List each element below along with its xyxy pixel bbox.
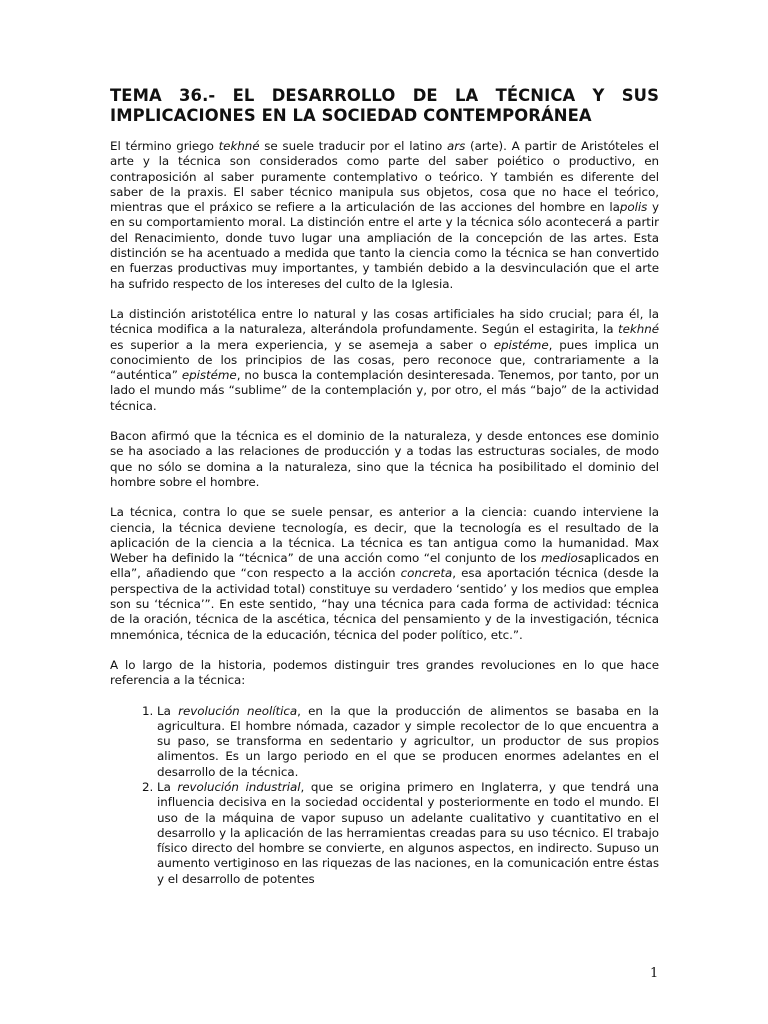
italic-term: medios	[541, 551, 584, 566]
text-run: , que se origina primero en Inglaterra, y que tendrá una influencia decisiva en la sociedad occidental y posteriormente en todo el mundo. El uso de la máquina de vapor supuso un adelante cualitativo y cuantitativo en el desarrollo y la aplicación de las herramientas creadas para su uso técnico. El trabajo físico directo del hombre se convierte, en algunos aspectos, en indirecto. Supuso un aumento vertiginoso en las riquezas de las naciones, en la comunicación entre éstas y el desarrollo de potentes	[157, 779, 660, 886]
page-number: 1	[650, 966, 659, 981]
text-run: , no busca la contemplación desinteresada. Tenemos, por tanto, por un lado el mundo más “sublime” de la contemplación y, por otro, el más “bajo” de la actividad técnica.	[110, 368, 659, 413]
text-run: La distinción aristotélica entre lo natural y las cosas artificiales ha sido crucial; para él, la técnica modifica a la naturaleza, alterándola profundamente. Según el estagirita, la	[110, 306, 659, 337]
italic-term: concreta	[400, 566, 453, 581]
paragraph	[110, 658, 659, 689]
italic-term: tekhné	[218, 139, 260, 153]
italic-term: polis	[619, 200, 648, 215]
italic-term: ars	[447, 139, 466, 153]
italic-term: revolución industrial	[177, 779, 301, 794]
paragraph	[110, 139, 659, 292]
text-run: es superior a la mera experiencia, y se asemeja a saber o	[110, 337, 494, 352]
paragraph	[110, 429, 659, 490]
document-page	[110, 86, 659, 887]
text-run: , esa aportación técnica (desde la perspectiva de la actividad total) constituye su verdadero ‘sentido’ y los medios que emplea son su ‘técnica’”. En este sentido, “hay una técnica para cada forma de actividad: técnica de la oración, técnica de la ascética, técnica del pensamiento y de la investigación, técnica mnemónica, técnica de la educación, técnica del poder político, etc.”.	[110, 566, 659, 642]
italic-term: epistéme	[181, 368, 237, 383]
italic-term: tekhné	[618, 322, 659, 337]
italic-term: epistéme	[493, 337, 549, 352]
revolutions-list	[110, 704, 659, 888]
text-run: Bacon afirmó que la técnica es el dominio de la naturaleza, y desde entonces ese dominio se ha asociado a las relaciones de producción y a todas las estructuras sociales, de modo que no sólo se domina a la naturaleza, sino que la técnica ha posibilitado el dominio del hombre sobre el hombre.	[110, 429, 659, 489]
page-title: TEMA 36.- EL DESARROLLO DE LA TÉCNICA Y SUS IMPLICACIONES EN LA SOCIEDAD CONTEMPORÁNEA	[110, 86, 659, 125]
text-run: , en la que la producción de alimentos se basaba en la agricultura. El hombre nómada, cazador y simple recolector de lo que encuentra a su paso, se transforma en sedentario y agricultor, un productor de sus propios alimentos. Es un largo periodo en el que se producen enormes adelantes en el desarrollo de la técnica.	[157, 703, 659, 779]
text-run: (arte). A partir de Aristóteles el arte y la técnica son considerados como parte del saber poiético o productivo, en contraposición al saber puramente contemplativo o teórico. Y también es diferente del saber de la praxis. El saber técnico manipula sus objetos, cosa que no hace el teórico, mientras que el práxico se refiere a la articulación de las acciones del hombre en la	[110, 139, 659, 215]
document-body	[110, 139, 659, 689]
text-run: El término griego	[110, 139, 219, 153]
text-run: A lo largo de la historia, podemos distinguir tres grandes revoluciones en lo que hace referencia a la técnica:	[110, 657, 659, 688]
list-item	[157, 780, 659, 887]
paragraph	[110, 307, 659, 414]
paragraph	[110, 505, 659, 643]
text-run: , pues implica un conocimiento de los principios de las cosas, pero reconoce que, contrariamente a la “auténtica”	[110, 337, 659, 383]
text-run: se suele traducir por el latino	[259, 139, 448, 153]
text-run: La técnica, contra lo que se suele pensar, es anterior a la ciencia: cuando interviene la ciencia, la técnica deviene tecnología, es decir, que la tecnología es el resultado de la aplicación de la ciencia a la técnica. La técnica es tan antigua como la humanidad. Max Weber ha definido la “técnica” de una acción como “el conjunto de los	[110, 505, 659, 566]
list-item	[157, 704, 659, 780]
text-run: y en su comportamiento moral. La distinción entre el arte y la técnica sólo acontecerá a partir del Renacimiento, donde tuvo lugar una ampliación de la concepción de las artes. Esta distinción se ha acentuado a medida que tanto la ciencia como la técnica se han convertido en fuerzas productivas muy importantes, y también debido a la desvinculación que el arte ha sufrido respecto de los intereses del culto de la Iglesia.	[110, 200, 660, 291]
italic-term: revolución neolítica	[178, 703, 298, 718]
text-run: aplicados en ella”, añadiendo que “con respecto a la acción	[110, 551, 659, 581]
text-run: La	[157, 703, 179, 718]
text-run: La	[157, 779, 178, 794]
